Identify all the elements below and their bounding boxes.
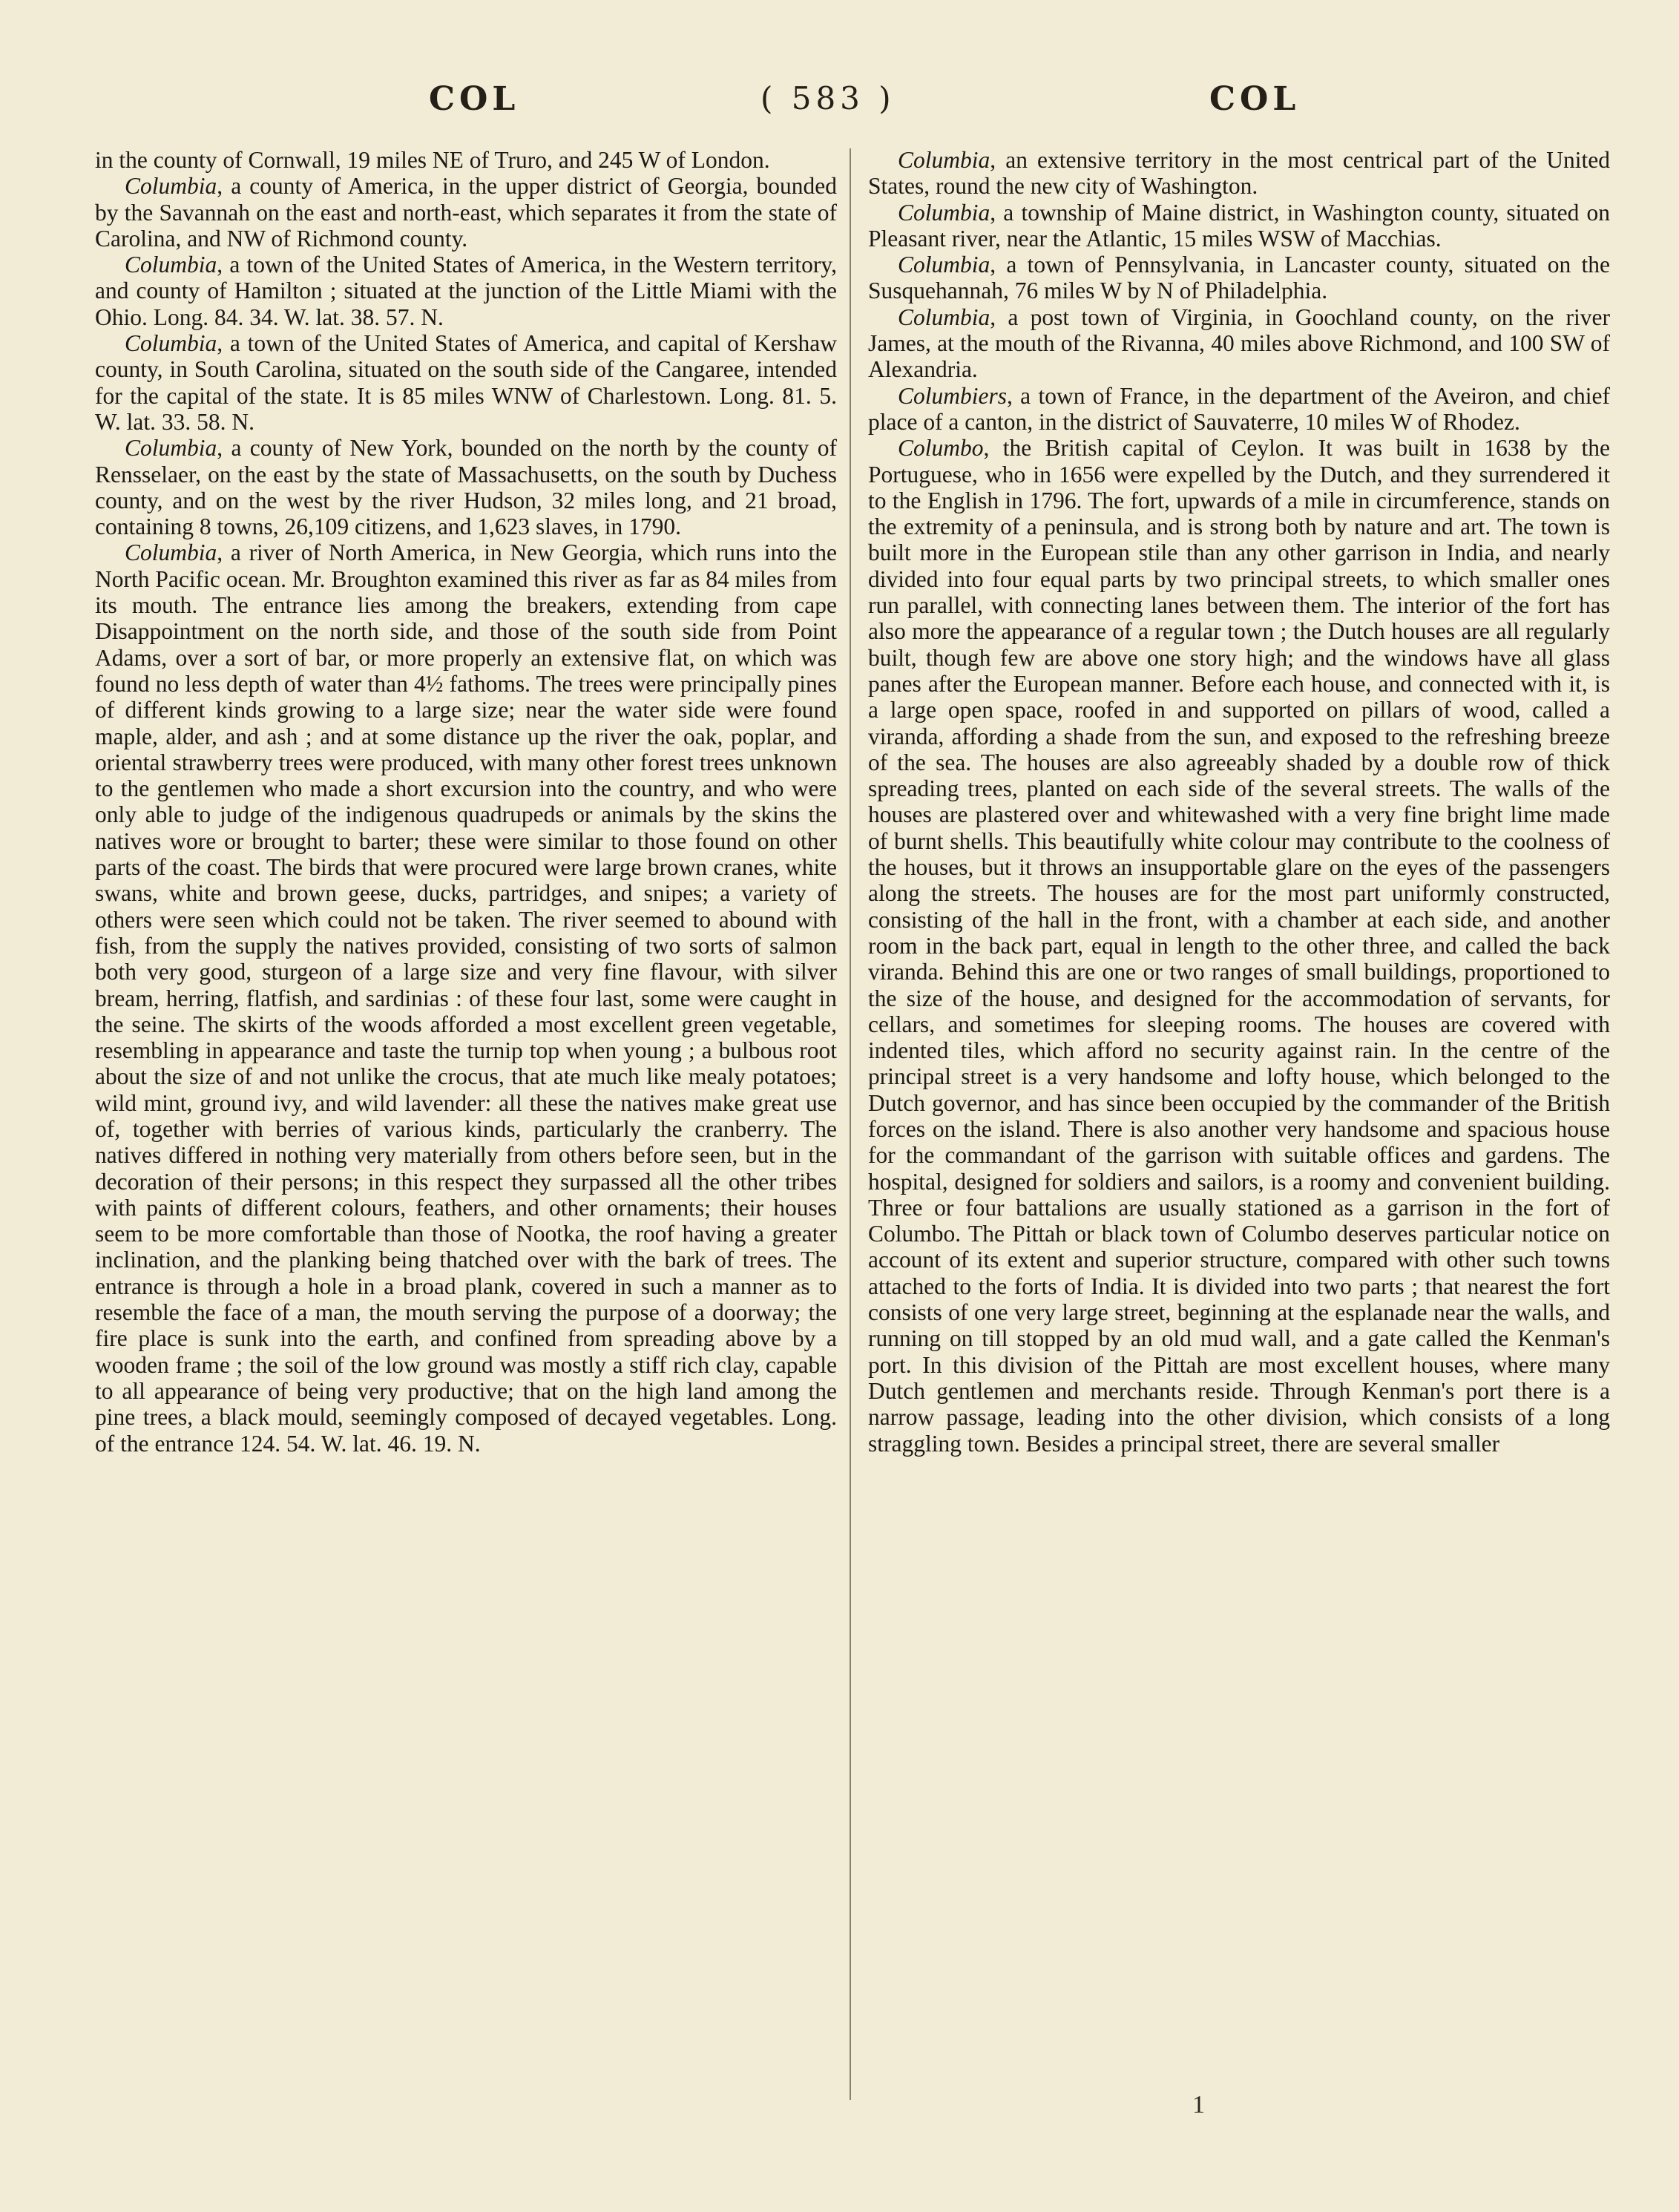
header-right-catchword: COL (1209, 80, 1301, 118)
entry-headword: Columbia (125, 539, 217, 566)
entry-columbiers: Columbiers, a town of France, in the department of the Aveiron, and chief place of a canton, in the district of Sauvaterre, 10 miles W of Rhodez. (868, 382, 1610, 435)
column-rule (850, 148, 851, 2100)
entry-columbia-georgia: Columbia, a county of America, in the upper district of Georgia, bounded by the Savannah on the east and north-east, which separates it from the state of Carolina, and NW of Richmond county. (95, 173, 837, 252)
entry-headword: Columbia (898, 252, 990, 278)
entry-headword: Columbiers (898, 382, 1008, 409)
entry-columbia-pennsylvania: Columbia, a town of Pennsylvania, in Lancaster county, situated on the Susquehannah, 76 miles W by N of Philadelphia. (868, 252, 1610, 304)
entry-columbia-territory: Columbia, an extensive territory in the most centrical part of the United States, round the new city of Washington. (868, 147, 1610, 200)
entry-headword: Columbia (125, 252, 217, 278)
header-left-catchword: COL (429, 80, 520, 118)
entry-cornwall-continuation: in the county of Cornwall, 19 miles NE of Truro, and 245 W of London. (95, 147, 770, 173)
entry-headword: Columbia (898, 147, 990, 173)
entry-headword: Columbia (898, 303, 990, 330)
entry-columbia-maine: Columbia, a township of Maine district, in Washington county, situated on Pleasant river, near the Atlantic, 15 miles WSW of Macchias. (868, 199, 1610, 252)
entry-headword: Columbia (898, 199, 990, 226)
entry-columbia-south-carolina: Columbia, a town of the United States of America, and capital of Kershaw county, in South Carolina, situated on the south side of the Cangaree, intended for the capital of the state. It is 85 miles WNW of Charlestown. Long. 81. 5. W. lat. 33. 58. N. (95, 330, 837, 435)
entry-columbia-new-york: Columbia, a county of New York, bounded on the north by the county of Rensselaer, on the east by the state of Massachusetts, on the south by Duchess county, and on the west by the river Hudson, 32 miles long, and 21 broad, containing 8 towns, 26,109 citizens, and 1,623 slaves, in 1790. (95, 435, 837, 540)
entry-headword: Columbo (898, 435, 984, 462)
entry-columbia-virginia: Columbia, a post town of Virginia, in Goochland county, on the river James, at the mouth of the Rivanna, 40 miles above Richmond, and 100 SW of Alexandria. (868, 303, 1610, 383)
running-header (0, 80, 1679, 125)
signature-mark: 1 (1192, 2091, 1205, 2119)
entry-columbia-hamilton: Columbia, a town of the United States of America, in the Western territory, and county of Hamilton ; situated at the junction of the Little Miami with the Ohio. Long. 84. 34. W. lat. 38. 57. N. (95, 252, 837, 330)
page-number: ( 583 ) (760, 80, 896, 116)
entry-columbia-river: Columbia, a river of North America, in New Georgia, which runs into the North Pacific ocean. Mr. Broughton examined this river as far as 84 miles from its mouth. The entrance lies among the breakers, extending from cape Disappointment on the north side, and those of the south side from Point Adams, over a sort of bar, or more properly an extensive flat, on which was found no less depth of water than 4½ fathoms. The trees were principally pines of different kinds growing to a large size; near the water side were found maple, alder, and ash ; and at some distance up the river the oak, poplar, and oriental strawberry trees were produced, with many other forest trees unknown to the gentlemen who made a short excursion into the country, and who were only able to judge of the indigenous quadrupeds or animals by the skins the natives wore or brought to barter; these were similar to those found on other parts of the coast. The birds that were procured were large brown cranes, white swans, white and brown geese, ducks, partridges, and snipes; a variety of others were seen which could not be taken. The river seemed to abound with fish, from the supply the natives provided, consisting of two sorts of salmon both very good, sturgeon of a large size and very fine flavour, with silver bream, herring, flatfish, and sardinias : of these four last, some were caught in the seine. The skirts of the woods afforded a most excellent green vegetable, resembling in appearance and taste the turnip top when young ; a bulbous root about the size of and not unlike the crocus, that ate much like mealy potatoes; wild mint, ground ivy, and wild lavender: all these the natives make great use of, together with berries of various kinds, particularly the cranberry. The natives differed in nothing very materially from others before seen, but in the decoration of their persons; in this respect they surpassed all the other tribes with paints of different colours, feathers, and other ornaments; their houses seem to be more comfortable than those of Nootka, the roof having a greater inclination, and the planking being thatched over with the bark of trees. The entrance is through a hole in a broad plank, covered in such a manner as to resemble the face of a man, the mouth serving the purpose of a doorway; the fire place is sunk into the earth, and confined from spreading above by a wooden frame ; the soil of the low ground was mostly a stiff rich clay, capable to all appearance of being very productive; that on the high land among the pine trees, a black mould, seemingly composed of decayed vegetables. Long. of the entrance 124. 54. W. lat. 46. 19. N. (95, 539, 837, 1457)
left-column (95, 147, 837, 1457)
entry-headword: Columbia (125, 330, 217, 357)
entry-columbo: Columbo, the British capital of Ceylon. It was built in 1638 by the Portuguese, who in 1656 were expelled by the Dutch, and they surrendered it to the English in 1796. The fort, upwards of a mile in circumference, stands on the extremity of a peninsula, and is strong both by nature and art. The town is built more in the European stile than any other garrison in India, and nearly divided into four equal parts by two principal streets, to which smaller ones run parallel, with connecting lanes between them. The interior of the fort has also more the appearance of a regular town ; the Dutch houses are all regularly built, though few are above one story high; and the windows have all glass panes after the European manner. Before each house, and connected with it, is a large open space, roofed in and supported on pillars of wood, called a viranda, affording a shade from the sun, and exposed to the refreshing breeze of the sea. The houses are also agreeably shaded by a double row of thick spreading trees, planted on each side of the several streets. The walls of the houses are plastered over and whitewashed with a very fine bright lime made of burnt shells. This beautifully white colour may contribute to the coolness of the houses, but it throws an insupportable glare on the eyes of the passengers along the streets. The houses are for the most part uniformly constructed, consisting of the hall in the front, with a chamber at each side, and another room in the back part, equal in length to the other three, and called the back viranda. Behind this are one or two ranges of small buildings, proportioned to the size of the house, and designed for the accommodation of servants, for cellars, and sometimes for sleeping rooms. The houses are covered with indented tiles, which afford no security against rain. In the centre of the principal street is a very handsome and lofty house, which belonged to the Dutch governor, and has since been occupied by the commander of the British forces on the island. There is also another very handsome and spacious house for the commandant of the garrison with suitable offices and gardens. The hospital, designed for soldiers and sailors, is a roomy and convenient building. Three or four battalions are usually stationed as a garrison in the fort of Columbo. The Pittah or black town of Columbo deserves particular notice on account of its extent and superior structure, compared with other such towns attached to the forts of India. It is divided into two parts ; that nearest the fort consists of one very large street, beginning at the esplanade near the walls, and running on till stopped by an old mud wall, and a gate called the Kenman's port. In this division of the Pittah are most excellent houses, where many Dutch gentlemen and merchants reside. Through Kenman's port there is a narrow passage, leading into the other division, which consists of a long straggling town. Besides a principal street, there are several smaller (868, 435, 1610, 1457)
entry-headword: Columbia (125, 173, 217, 200)
entry-headword: Columbia (125, 435, 217, 462)
right-column (868, 147, 1610, 1457)
